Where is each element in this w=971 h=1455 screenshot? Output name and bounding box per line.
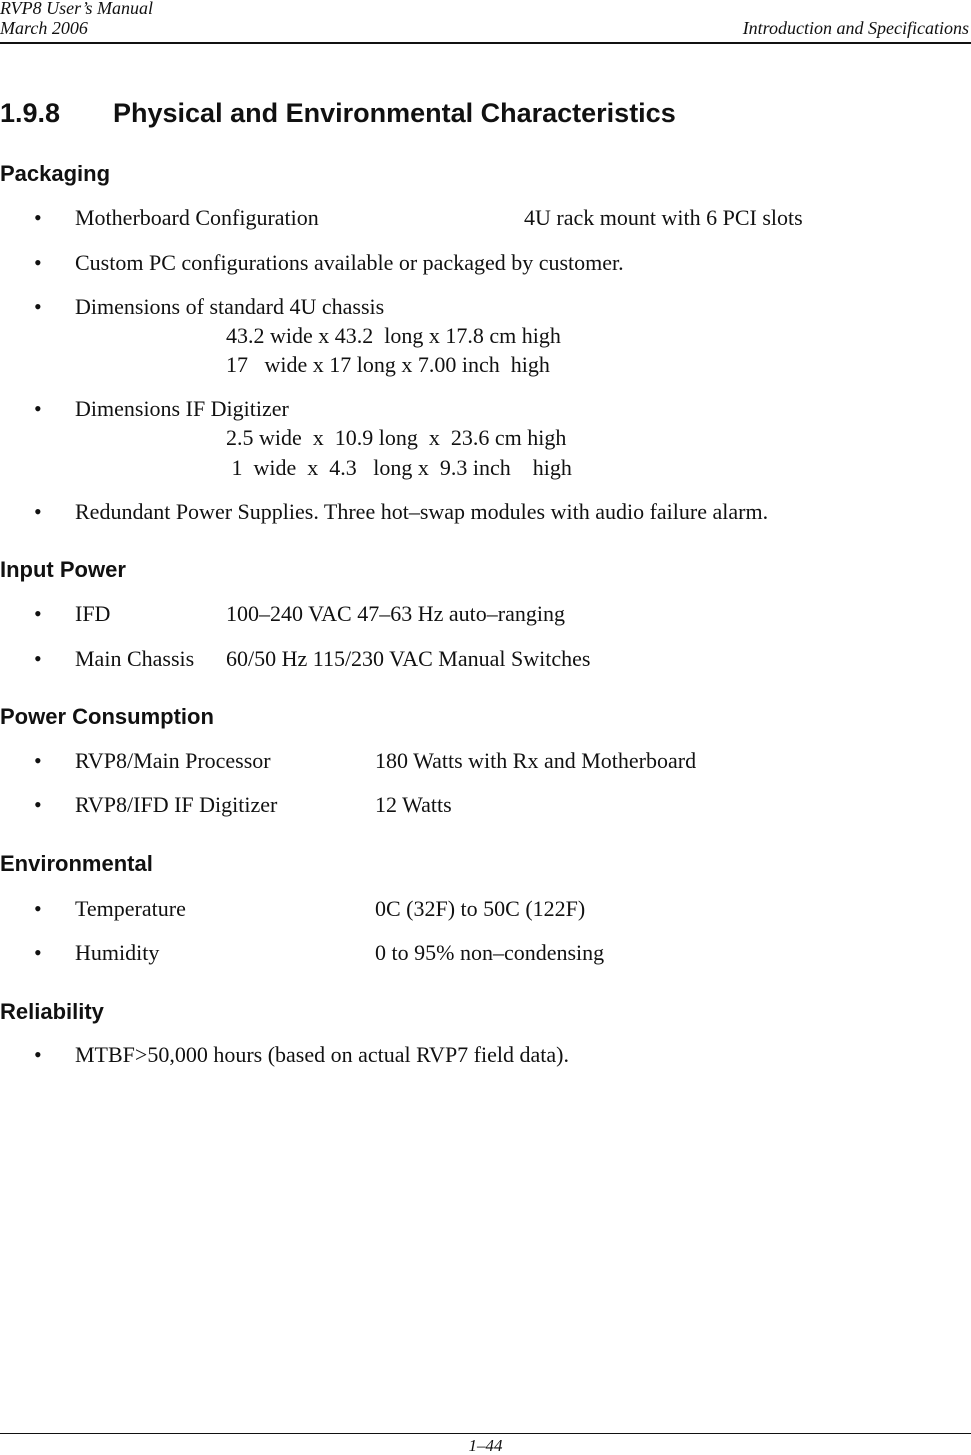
bullet-icon: • xyxy=(34,792,42,817)
input-power-value: 100–240 VAC 47–63 Hz auto–ranging xyxy=(226,601,565,626)
chassis-metric: 43.2 wide x 43.2 long x 17.8 cm high xyxy=(226,323,561,348)
bullet-icon: • xyxy=(34,646,42,671)
environmental-label: Humidity xyxy=(75,940,160,965)
manual-date: March 2006 xyxy=(0,18,88,38)
chassis-label: Dimensions of standard 4U chassis xyxy=(75,294,385,319)
redundant-power-text: Redundant Power Supplies. Three hot–swap modules with audio failure alarm. xyxy=(75,499,769,524)
bullet-icon: • xyxy=(34,940,42,965)
bullet-icon: • xyxy=(34,601,42,626)
power-consumption-heading: Power Consumption xyxy=(0,704,214,729)
packaging-heading: Packaging xyxy=(0,161,111,186)
section-title-text: Physical and Environmental Characteristics xyxy=(113,98,676,128)
power-consumption-value: 12 Watts xyxy=(375,792,452,817)
motherboard-label: Motherboard Configuration xyxy=(75,205,319,230)
environmental-label: Temperature xyxy=(75,896,186,921)
running-header-left xyxy=(0,0,153,38)
bullet-icon: • xyxy=(34,499,42,524)
bullet-icon: • xyxy=(34,205,42,230)
bullet-icon: • xyxy=(34,294,42,319)
chassis-imperial: 17 wide x 17 long x 7.00 inch high xyxy=(226,352,550,377)
header-rule xyxy=(0,42,971,44)
input-power-heading: Input Power xyxy=(0,557,126,582)
ifd-metric: 2.5 wide x 10.9 long x 23.6 cm high xyxy=(226,425,567,450)
bullet-icon: • xyxy=(34,748,42,773)
power-consumption-label: RVP8/Main Processor xyxy=(75,748,271,773)
input-power-label: IFD xyxy=(75,601,111,626)
bullet-icon: • xyxy=(34,1042,42,1067)
environmental-value: 0 to 95% non–condensing xyxy=(375,940,605,965)
custom-pc-text: Custom PC configurations available or packaged by customer. xyxy=(75,250,624,275)
ifd-imperial: 1 wide x 4.3 long x 9.3 inch high xyxy=(226,455,572,480)
bullet-icon: • xyxy=(34,396,42,421)
manual-title: RVP8 User’s Manual xyxy=(0,0,153,18)
bullet-icon: • xyxy=(34,896,42,921)
reliability-heading: Reliability xyxy=(0,999,104,1024)
environmental-value: 0C (32F) to 50C (122F) xyxy=(375,896,586,921)
input-power-label: Main Chassis xyxy=(75,646,195,671)
running-header-right: Introduction and Specifications xyxy=(742,18,969,38)
mtbf-text: MTBF>50,000 hours (based on actual RVP7 field data). xyxy=(75,1042,569,1067)
motherboard-value: 4U rack mount with 6 PCI slots xyxy=(524,205,803,230)
input-power-value: 60/50 Hz 115/230 VAC Manual Switches xyxy=(226,646,591,671)
bullet-icon: • xyxy=(34,250,42,275)
section-number: 1.9.8 xyxy=(0,98,61,128)
power-consumption-label: RVP8/IFD IF Digitizer xyxy=(75,792,278,817)
page-number: 1–44 xyxy=(468,1436,503,1455)
footer-rule xyxy=(0,1433,971,1434)
ifd-label: Dimensions IF Digitizer xyxy=(75,396,289,421)
environmental-heading: Environmental xyxy=(0,851,153,876)
section-title xyxy=(0,96,676,130)
power-consumption-value: 180 Watts with Rx and Motherboard xyxy=(375,748,697,773)
